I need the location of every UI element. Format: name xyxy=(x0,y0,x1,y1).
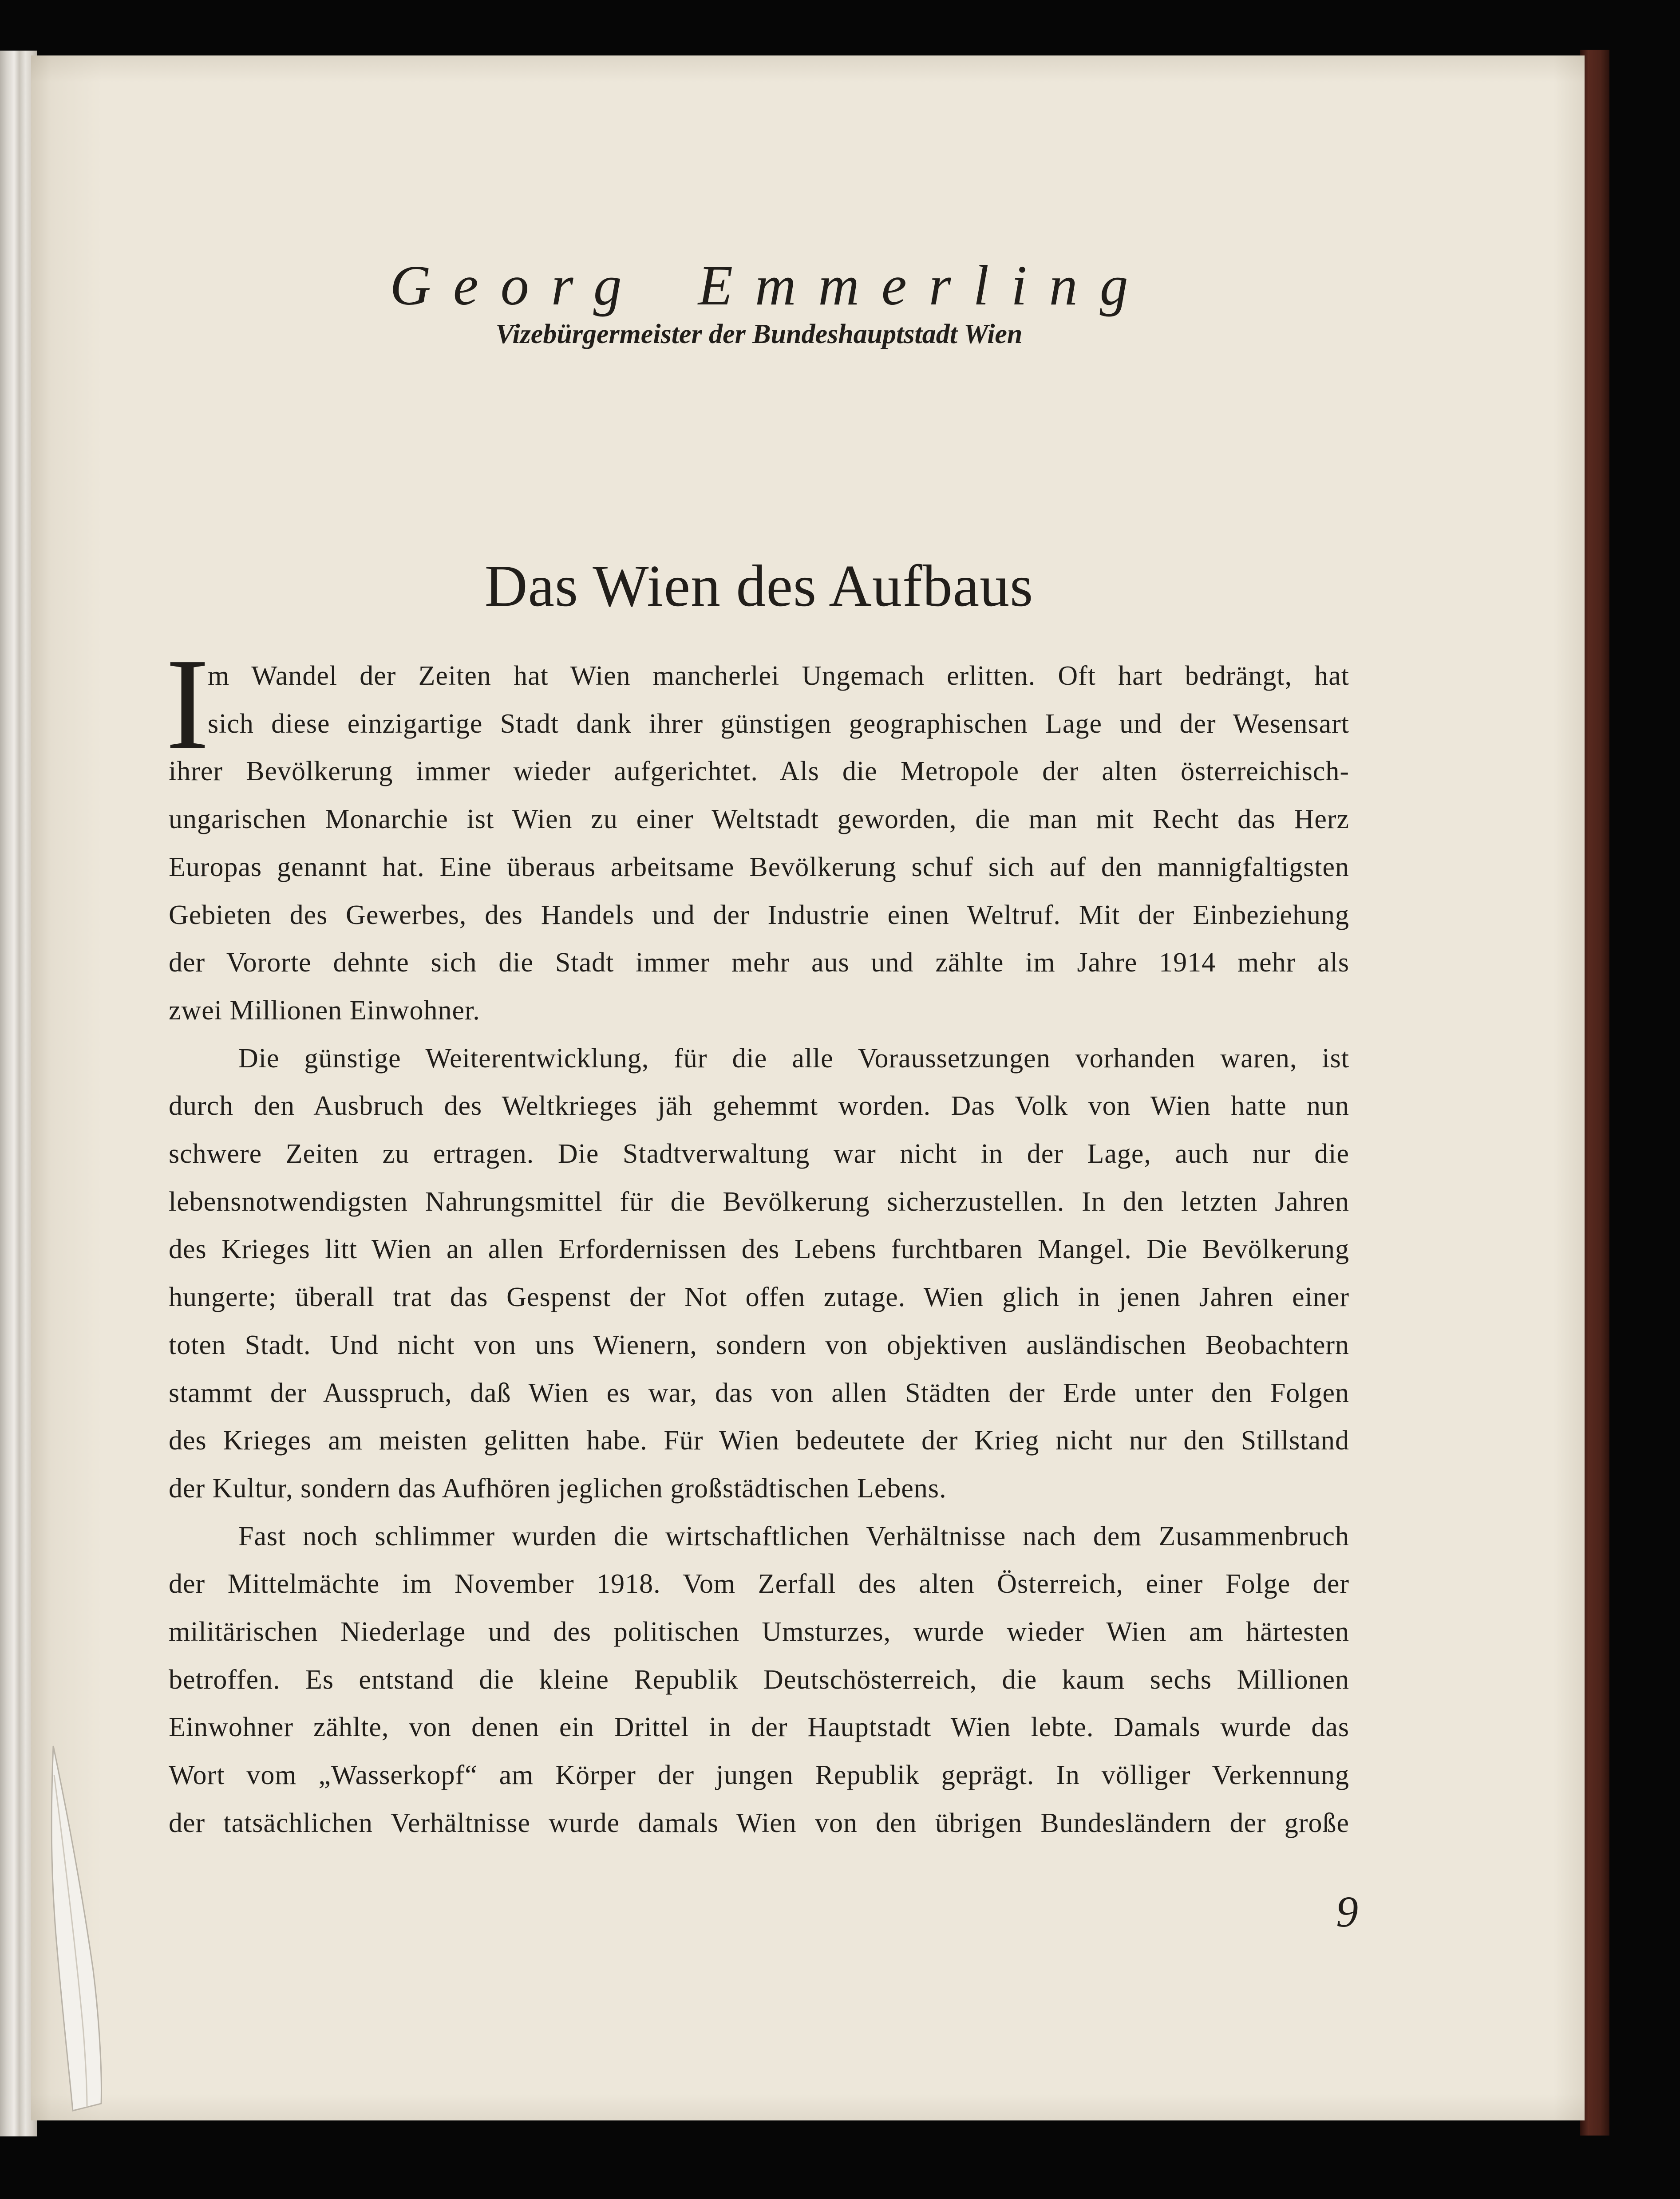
article-title: Das Wien des Aufbaus xyxy=(484,553,1034,619)
text-line: m Wandel der Zeiten hat Wien mancherlei Ungemach erlitten. Oft hart bedrängt, hat xyxy=(208,661,1349,691)
paragraph xyxy=(169,652,1349,1035)
drop-cap: I xyxy=(166,632,210,777)
text-line: Die günstige Weiterentwicklung, für die alle Voraussetzungen vorhanden waren, ist xyxy=(238,1043,1349,1074)
text-line: lebensnotwendigsten Nahrungsmittel für die Bevölkerung sicherzustellen. In den letzten Jahren xyxy=(169,1186,1349,1217)
text-line: schwere Zeiten zu ertragen. Die Stadtverwaltung war nicht in der Lage, auch nur die xyxy=(169,1139,1349,1169)
text-line: stammt der Ausspruch, daß Wien es war, das von allen Städten der Erde unter den Folgen xyxy=(169,1378,1349,1408)
text-line: des Krieges litt Wien an allen Erfordernissen des Lebens furchtbaren Mangel. Die Bevölkerung xyxy=(169,1234,1349,1265)
paragraph xyxy=(169,1513,1349,1848)
book-page xyxy=(31,55,1585,2120)
text-line: toten Stadt. Und nicht von uns Wienern, sondern von objektiven ausländischen Beobachtern xyxy=(169,1330,1349,1360)
page-number: 9 xyxy=(1336,1887,1358,1936)
folded-sheet-shape xyxy=(51,1746,101,2111)
text-line: Fast noch schlimmer wurden die wirtschaftlichen Verhältnisse nach dem Zusammenbruch xyxy=(238,1521,1349,1552)
text-line: der Mittelmächte im November 1918. Vom Zerfall des alten Österreich, einer Folge der xyxy=(169,1569,1349,1599)
text-line: der tatsächlichen Verhältnisse wurde damals Wien von den übrigen Bundesländern der große xyxy=(169,1808,1349,1838)
text-line: Europas genannt hat. Eine überaus arbeitsame Bevölkerung schuf sich auf den mannigfaltigsten xyxy=(169,852,1349,882)
text-line: ihrer Bevölkerung immer wieder aufgerichtet. Als die Metropole der alten österreichisch- xyxy=(169,756,1349,787)
text-line: Einwohner zählte, von denen ein Drittel in der Hauptstadt Wien lebte. Damals wurde das xyxy=(169,1712,1349,1743)
text-line: betroffen. Es entstand die kleine Republik Deutschösterreich, die kaum sechs Millionen xyxy=(169,1664,1349,1695)
folded-sheet-edge xyxy=(27,1722,124,2121)
paragraph xyxy=(169,1035,1349,1513)
text-line: Wort vom „Wasserkopf“ am Körper der jungen Republik geprägt. In völliger Verkennung xyxy=(169,1760,1349,1791)
text-line: Gebieten des Gewerbes, des Handels und der Industrie einen Weltruf. Mit der Einbeziehung xyxy=(169,900,1349,930)
text-line: des Krieges am meisten gelitten habe. Für Wien bedeutete der Krieg nicht nur den Stillstand xyxy=(169,1425,1349,1456)
text-line: militärischen Niederlage und des politischen Umsturzes, wurde wieder Wien am härtesten xyxy=(169,1617,1349,1647)
author-role: Vizebürgermeister der Bundeshauptstadt Wien xyxy=(495,319,1023,349)
text-line: hungerte; überall trat das Gespenst der Not offen zutage. Wien glich in jenen Jahren einer xyxy=(169,1282,1349,1313)
text-line: der Kultur, sondern das Aufhören jeglichen großstädtischen Lebens. xyxy=(169,1473,947,1504)
text-line: zwei Millionen Einwohner. xyxy=(169,995,480,1026)
text-line: ungarischen Monarchie ist Wien zu einer Weltstadt geworden, die man mit Recht das Herz xyxy=(169,804,1349,835)
text-line: durch den Ausbruch des Weltkrieges jäh gehemmt worden. Das Volk von Wien hatte nun xyxy=(169,1091,1349,1121)
text-line: sich diese einzigartige Stadt dank ihrer günstigen geographischen Lage und der Wesensart xyxy=(208,708,1349,739)
article-body xyxy=(169,652,1349,1848)
author-name: Georg Emmerling xyxy=(390,254,1150,317)
text-line: der Vororte dehnte sich die Stadt immer mehr aus und zählte im Jahre 1914 mehr als xyxy=(169,948,1349,978)
